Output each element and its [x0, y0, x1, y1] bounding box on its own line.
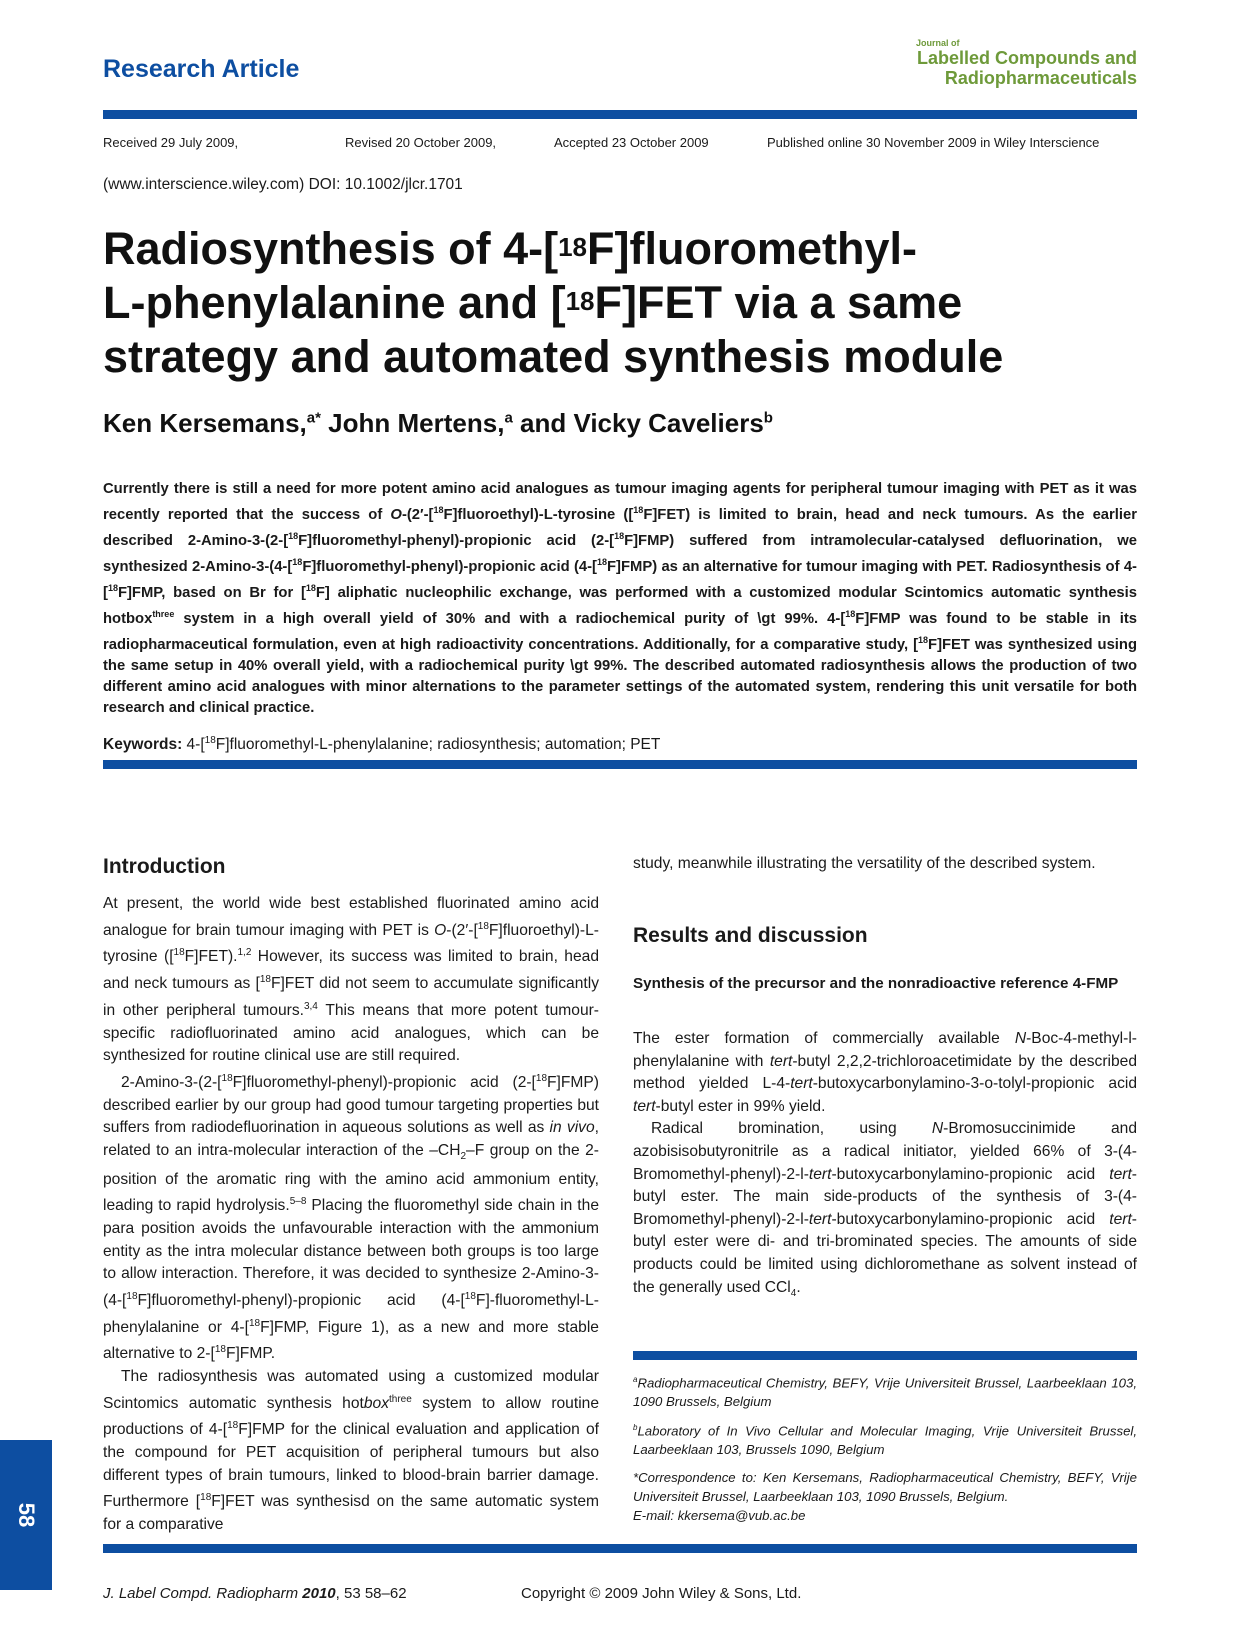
intro-continuation: study, meanwhile illustrating the versatility of the described system.: [633, 855, 1096, 872]
published-date: Published online 30 November 2009 in Wiley Interscience: [767, 135, 1100, 150]
header-rule: [103, 110, 1137, 119]
introduction-heading: Introduction: [103, 855, 226, 878]
footnote-b: $^b$Laboratory of In Vivo Cellular and Molecular Imaging, Vrije Universiteit Brussel, Laarbeeklaan 103, Brussels 1090, Belgium: [633, 1423, 1137, 1458]
synthesis-subheading: Synthesis of the precursor and the nonradioactive reference 4-FMP: [633, 975, 1119, 992]
introduction-text: [103, 893, 599, 1537]
footer-rule: [103, 1544, 1137, 1553]
abstract-rule: [103, 760, 1137, 769]
footnote-rule: [633, 1351, 1137, 1360]
received-date: Received 29 July 2009,: [103, 135, 239, 150]
section-label: Research Article: [103, 55, 300, 83]
journal-logo: [872, 38, 1137, 88]
revised-date: Revised 20 October 2009,: [345, 135, 497, 150]
results-paragraph-2: Radical bromination, using N-Bromosuccinimide and azobisisobutyronitrile as a radical initiator, yielded 66% of 3-(4-Bromomethyl-phenyl)-2-l-tert-butoxycarbonylamino-propionic acid tert-butyl ester. The main side-products of the synthesis of 3-(4-Bromomethyl-phenyl)-2-l-tert-butoxycarbonylamino-propionic acid tert-butyl ester were di- and tri-brominated species. The amounts of side products could be limited using dichloromethane as solvent instead of the generally used CCl$_4$.: [633, 1120, 1138, 1299]
article-title: Radiosynthesis of 4-[$^{18}$F]fluoromethyl- L-phenylalanine and [$^{18}$F]FET via a same strategy and automated synthesis module: [103, 223, 1004, 382]
doi: (www.interscience.wiley.com) DOI: 10.1002/jlcr.1701: [103, 176, 463, 193]
journal-logo-line1: Labelled Compounds and: [916, 48, 1137, 68]
footnote-correspondence: *Correspondence to: Ken Kersemans, Radiopharmaceutical Chemistry, BEFY, Vrije Universiteit Brussel, Laarbeeklaan 103, 1090 Brussels, Belgium. E-mail: kkersema@vub.ac.be: [633, 1470, 1137, 1523]
journal-logo-small: Journal of: [916, 38, 960, 48]
accepted-date: Accepted 23 October 2009: [554, 135, 709, 150]
results-text: [633, 1028, 1137, 1305]
intro-paragraph-2: 2-Amino-3-(2-[$^{18}$F]fluoromethyl-phenyl)-propionic acid (2-[$^{18}$F]FMP) described earlier by our group had good tumour targeting properties but suffers from radiodefluorination in aqueous solutions as well as in vivo, related to an intra-molecular interaction of the $-CH_2-F$ group on the 2-position of the aromatic ring with the amino acid ammonium entity, leading to rapid hydrolysis.$^{5-8}$ Placing the fluoromethyl side chain in the para position avoids the unfavourable interaction with the ammonium entity as the intra molecular distance between both groups is too large to allow interaction. Therefore, it was decided to synthesize 2-Amino-3-(4-[$^{18}$F]fluoromethyl-phenyl)-propionic acid (4-[$^{18}$F]-fluoromethyl-L-phenylalanine or 4-[$^{18}$F]FMP, Figure 1), as a new and more stable alternative to 2-[$^{18}$F]FMP.: [103, 1072, 599, 1363]
intro-paragraph-1: At present, the world wide best established fluorinated amino acid analogue for brain tumour imaging with PET is O-(2′-[$^{18}$F]fluoroethyl)-L-tyrosine ([$^{18}$F]FET).$^{1,2}$ However, its success was limited to brain, head and neck tumours as [$^{18}$F]FET did not seem to accumulate significantly in other peripheral tumours.$^{3,4}$ This means that more potent tumour-specific radiofluorinated amino acid analogues, which can be synthesized for routine clinical use are still required.: [103, 895, 600, 1065]
intro-paragraph-3: The radiosynthesis was automated using a customized modular Scintomics automatic synthesis hotbox$^{three}$ system to allow routine productions of 4-[$^{18}$F]FMP for the clinical evaluation and application of the compound for PET acquisition of peripheral tumours but also different types of brain tumours, linked to blood-brain barrier damage. Furthermore [$^{18}$F]FET was synthesisd on the same automatic system for a comparative: [103, 1368, 599, 1534]
abstract: Currently there is still a need for more potent amino acid analogues as tumour imaging agents for peripheral tumour imaging with PET as it was recently reported that the success of O-(2′-[$^{18}$F]fluoroethyl)-L-tyrosine ([$^{18}$F]FET) is limited to brain, head and neck tumours. As the earlier described 2-Amino-3-(2-[$^{18}$F]fluoromethyl-phenyl)-propionic acid (2-[$^{18}$F]FMP) suffered from intramolecular-catalysed defluorination, we synthesized 2-Amino-3-(4-[$^{18}$F]fluoromethyl-phenyl)-propionic acid (4-[$^{18}$F]FMP) as an alternative for tumour imaging with PET. Radiosynthesis of 4-[$^{18}$F]FMP, based on Br for [$^{18}$F] aliphatic nucleophilic exchange, was performed with a customized modular Scintomics automatic synthesis hotbox$^{three}$ system in a high overall yield of 30% and with a radiochemical purity of \gt 99%. 4-[$^{18}$F]FMP was found to be stable in its radiopharmaceutical formulation, even at high radioactivity concentrations. Additionally, for a comparative study, [$^{18}$F]FET was synthesized using the same setup in 40% overall yield, with a radiochemical purity \gt 99%. The described automated radiosynthesis allows the production of two different amino acid analogues with minor alternations to the parameter settings of the automated system, rendering this unit versatile for both research and clinical practice.: [103, 481, 1138, 716]
results-paragraph-1: The ester formation of commercially available N-Boc-4-methyl-l-phenylalanine with tert-butyl 2,2,2-trichloroacetimidate by the described method yielded L-4-tert-butoxycarbonylamino-3-o-tolyl-propionic acid tert-butyl ester in 99% yield.: [633, 1030, 1138, 1115]
authors: Ken Kersemans,$^{a*}$ John Mertens,$^a$ and Vicky Caveliers$^b$: [103, 408, 773, 438]
results-heading: Results and discussion: [633, 924, 868, 947]
footnote-a: $^a$Radiopharmaceutical Chemistry, BEFY, Vrije Universiteit Brussel, Laarbeeklaan 103, 1090 Brussels, Belgium: [633, 1375, 1137, 1410]
keywords: Keywords: 4-[$^{18}$F]fluoromethyl-L-phenylalanine; radiosynthesis; automation; PET: [103, 735, 661, 754]
footer-citation: J. Label Compd. Radiopharm 2010, 53 58–62: [103, 1585, 407, 1602]
page-number: 58: [13, 1502, 39, 1528]
journal-logo-line2: Radiopharmaceuticals: [944, 68, 1137, 88]
footer-copyright: Copyright © 2009 John Wiley & Sons, Ltd.: [521, 1585, 802, 1602]
email[interactable]: E-mail: kkersema@vub.ac.be: [633, 1508, 806, 1523]
